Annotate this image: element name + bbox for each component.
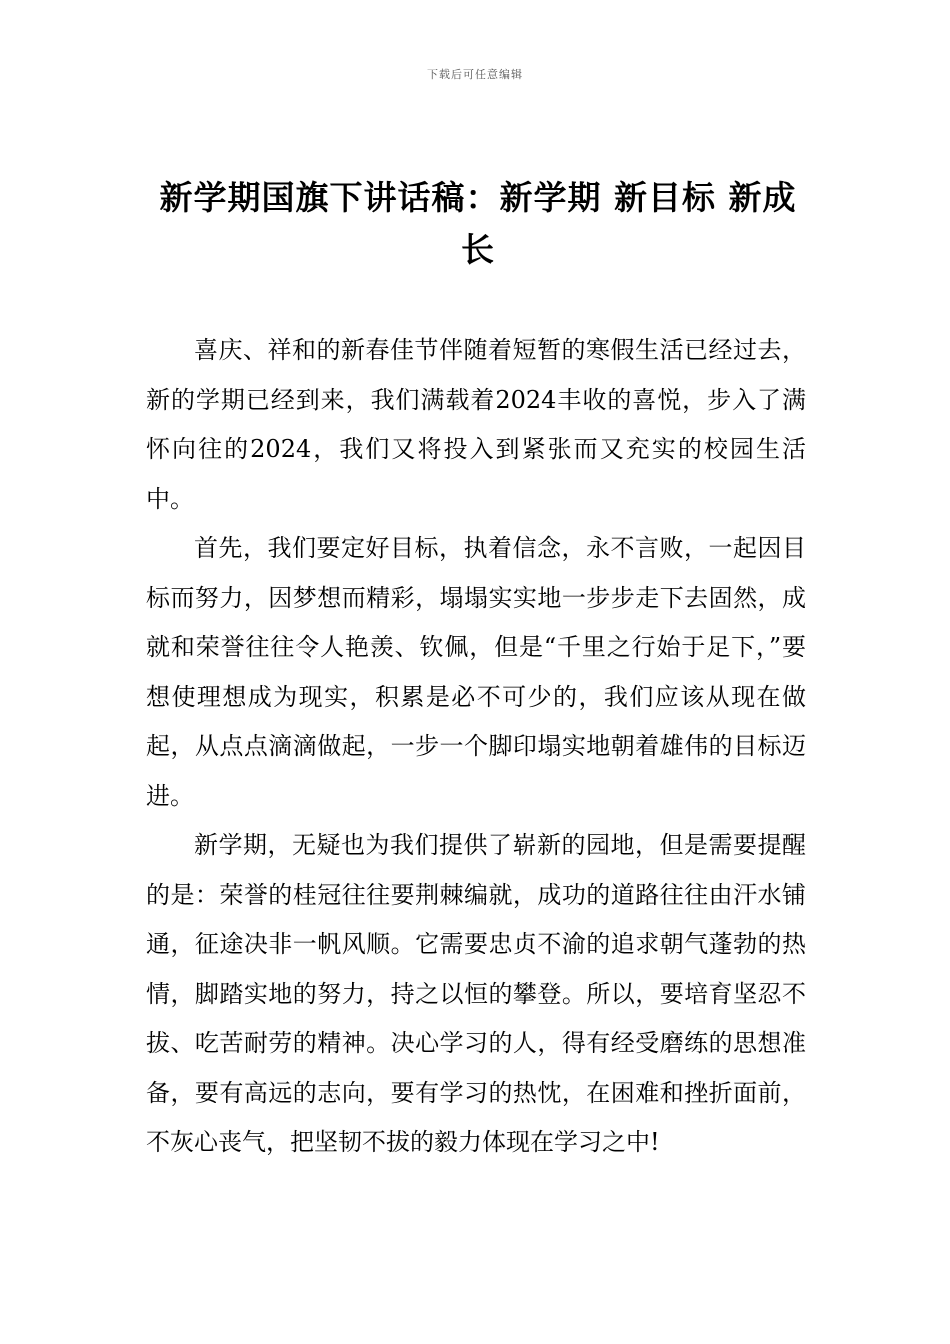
header-note: 下载后可任意编辑 — [427, 68, 523, 81]
paragraph-3: 新学期，无疑也为我们提供了崭新的园地，但是需要提醒的是：荣誉的桂冠往往要荆棘编就，成功的道路往往由汗水铺通，征途决非一帆风顺。它需要忠贞不渝的追求朝气蓬勃的热情，脚踏实地的努力，持之以恒的攀登。所以，要培育坚忍不拔、吃苦耐劳的精神。决心学习的人，得有经受磨练的思想准备，要有高远的志向，要有学习的热忱，在困难和挫折面前，不灰心丧气，把坚韧不拔的毅力体现在学习之中! — [146, 831, 806, 1156]
document-title: 新学期国旗下讲话稿：新学期 新目标 新成长 — [159, 178, 797, 269]
document-body — [146, 326, 806, 1168]
paragraph-2: 首先，我们要定好目标，执着信念，永不言败，一起因目标而努力，因梦想而精彩，塌塌实实地一步步走下去固然，成就和荣誉往往令人艳羡、钦佩，但是“千里之行始于足下，”要想使理想成为现实，积累是必不可少的，我们应该从现在做起，从点点滴滴做起，一步一个脚印塌实地朝着雄伟的目标迈进。 — [146, 534, 806, 810]
paragraph-1: 喜庆、祥和的新春佳节伴随着短暂的寒假生活已经过去，新的学期已经到来，我们满载着2024丰收的喜悦，步入了满怀向往的2024，我们又将投入到紧张而又充实的校园生活中。 — [146, 336, 806, 513]
